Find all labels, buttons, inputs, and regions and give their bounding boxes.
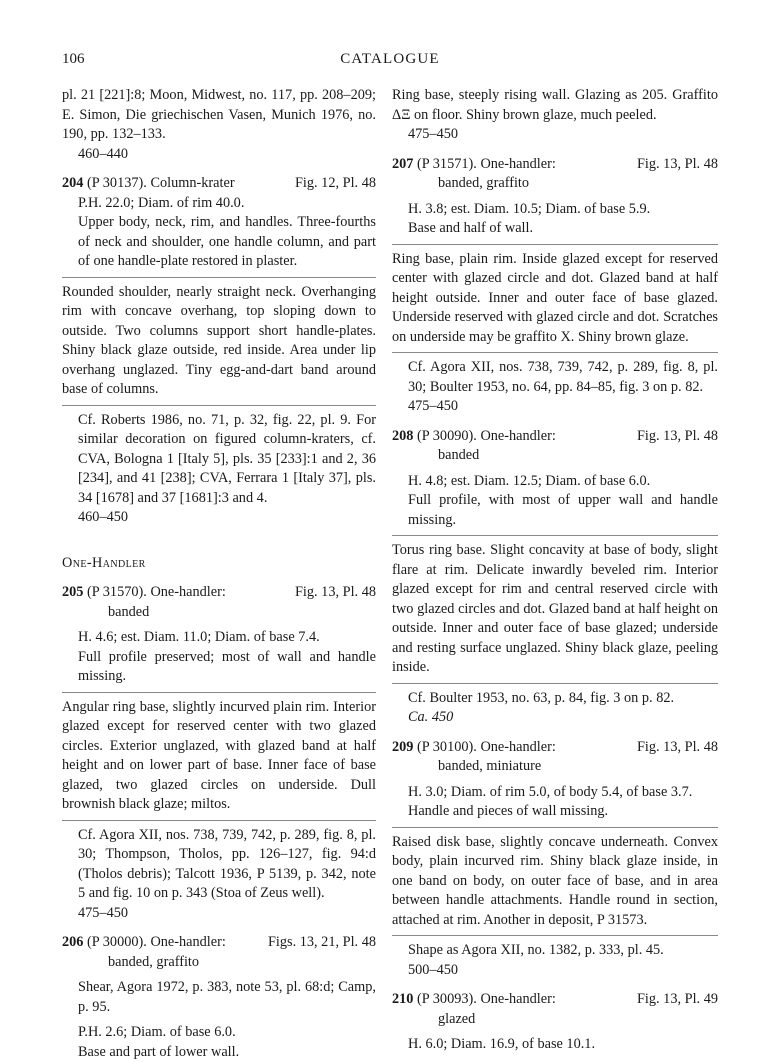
entry-number: 210 [392, 991, 413, 1007]
intro-references: pl. 21 [221]:8; Moon, Midwest, no. 117, pp. 208–209; E. Simon, Die griechischen Vasen, Munich 1976, no. 190, pp. 132–133. [62, 86, 376, 145]
running-header [62, 50, 718, 72]
dimensions: H. 3.0; Diam. of rim 5.0, of body 5.4, of base 3.7. [392, 783, 718, 803]
entry-subtitle: banded, graffito [392, 174, 718, 194]
intro-date: 460–440 [62, 145, 376, 165]
entry-subtitle: banded [392, 446, 718, 466]
description: Ring base, steeply rising wall. Glazing as 205. Graffito ΔΞ on floor. Shiny brown glaze, much peeled. [392, 86, 718, 125]
dimensions: H. 3.8; est. Diam. 10.5; Diam. of base 5.9. [392, 200, 718, 220]
entry-title: (P 30000). One-handler: [87, 934, 226, 950]
catalogue-entry-205 [62, 583, 376, 923]
dimensions: H. 4.6; est. Diam. 11.0; Diam. of base 7.4. [62, 628, 376, 648]
figure-reference: Fig. 13, Pl. 48 [287, 583, 376, 603]
divider [62, 692, 376, 693]
entry-heading [392, 738, 718, 758]
preservation: Full profile, with most of upper wall and handle missing. [392, 491, 718, 530]
dimensions: P.H. 2.6; Diam. of base 6.0. [62, 1023, 376, 1043]
divider [392, 352, 718, 353]
date-range: 500–450 [392, 961, 718, 981]
entry-subtitle: glazed [392, 1010, 718, 1030]
date-range: 475–450 [392, 125, 718, 145]
entry-subtitle: banded, graffito [62, 953, 376, 973]
preservation: Base and half of wall. [392, 219, 718, 239]
date-range: 460–450 [62, 508, 376, 528]
preservation: Full profile preserved; most of wall and handle missing. [62, 648, 376, 687]
bibliography: Cf. Agora XII, nos. 738, 739, 742, p. 289, fig. 8, pl. 30; Boulter 1953, no. 64, pp. 84–85, fig. 3 on p. 82. [392, 358, 718, 397]
catalogue-entry-206 [62, 933, 376, 1062]
bibliography: Shear, Agora 1972, p. 383, note 53, pl. 68:d; Camp, p. 95. [62, 978, 376, 1017]
preservation: Base and part of lower wall. [62, 1043, 376, 1062]
figure-reference: Fig. 13, Pl. 48 [629, 427, 718, 447]
entry-number: 204 [62, 175, 83, 191]
entry-title: (P 30137). Column-krater [87, 175, 235, 191]
divider [392, 827, 718, 828]
preservation: Upper body, neck, rim, and handles. Three-fourths of neck and shoulder, one handle column, and part of one handle-plate restored in plaster. [62, 213, 376, 272]
bibliography: Shape as Agora XII, no. 1382, p. 333, pl. 45. [392, 941, 718, 961]
date-range: 475–450 [392, 397, 718, 417]
dimensions: H. 4.8; est. Diam. 12.5; Diam. of base 6.0. [392, 472, 718, 492]
entry-title: (P 30093). One-handler: [417, 991, 556, 1007]
figure-reference: Fig. 13, Pl. 48 [629, 155, 718, 175]
entry-title: (P 30100). One-handler: [417, 739, 556, 755]
divider [392, 935, 718, 936]
entry-subtitle: banded [62, 603, 376, 623]
figure-reference: Fig. 13, Pl. 49 [629, 990, 718, 1010]
entry-heading [62, 174, 376, 194]
date-range: Ca. 450 [392, 708, 718, 728]
entry-number: 206 [62, 934, 83, 950]
figure-reference: Fig. 13, Pl. 48 [629, 738, 718, 758]
description: Angular ring base, slightly incurved plain rim. Interior glazed except for reserved center with two glazed circles. Exterior unglazed, with glazed band at half height and on lower part of base. Inner face of base glazed, two glazed circles on underside. Dull brownish black glaze; miltos. [62, 698, 376, 815]
section-heading: One-Handler [62, 554, 376, 574]
bibliography: Cf. Boulter 1953, no. 63, p. 84, fig. 3 on p. 82. [392, 689, 718, 709]
left-column [62, 86, 376, 1062]
entry-number: 205 [62, 584, 83, 600]
preservation: Handle and pieces of wall missing. [392, 802, 718, 822]
entry-number: 208 [392, 428, 413, 444]
divider [392, 244, 718, 245]
entry-title: (P 31571). One-handler: [417, 156, 556, 172]
divider [392, 535, 718, 536]
divider [62, 277, 376, 278]
catalogue-entry-204 [62, 174, 376, 528]
entry-number: 209 [392, 739, 413, 755]
entry-heading [392, 990, 718, 1010]
catalogue-entry-209 [392, 738, 718, 981]
bibliography: Cf. Agora XII, nos. 738, 739, 742, p. 289, fig. 8, pl. 30; Thompson, Tholos, pp. 126–127, fig. 94:d (Tholos debris); Talcott 1936, P 5139, p. 342, note 5 and fig. 10 on p. 343 (Stoa of Zeus well). [62, 826, 376, 904]
dimensions: P.H. 22.0; Diam. of rim 40.0. [62, 194, 376, 214]
divider [392, 683, 718, 684]
catalogue-entry-208 [392, 427, 718, 728]
figure-reference: Figs. 13, 21, Pl. 48 [260, 933, 376, 953]
dimensions: H. 6.0; Diam. 16.9, of base 10.1. [392, 1035, 718, 1055]
catalogue-entry-207 [392, 155, 718, 417]
entry-heading [62, 933, 376, 953]
bibliography: Cf. Roberts 1986, no. 71, p. 32, fig. 22, pl. 9. For similar decoration on figured column-kraters, cf. CVA, Bologna 1 [Italy 5], pls. 35 [233]:1 and 2, 36 [234], and 41 [238]; CVA, Ferrara 1 [Italy 37], pls. 34 [1678] and 37 [1681]:3 and 4. [62, 411, 376, 509]
date-range: 475–450 [62, 904, 376, 924]
divider [62, 820, 376, 821]
entry-heading [62, 583, 376, 603]
description: Raised disk base, slightly concave underneath. Convex body, plain incurved rim. Shiny black glaze inside, in one band on body, on outer face of base, and in area between handle attachments. Handle round in section, attached at rim. Another in deposit, P 31573. [392, 833, 718, 931]
entry-heading [392, 427, 718, 447]
entry-subtitle: banded, miniature [392, 757, 718, 777]
entry-number: 207 [392, 156, 413, 172]
description: Rounded shoulder, nearly straight neck. Overhanging rim with concave overhang, top sloping down to outside. Two columns support short handle-plates. Shiny black glaze outside, red inside. Area under lip overhang unglazed. Tiny egg-and-dart band around base of columns. [62, 283, 376, 400]
entry-heading [392, 155, 718, 175]
entry-title: (P 31570). One-handler: [87, 584, 226, 600]
description: Ring base, plain rim. Inside glazed except for reserved center with glazed circle and dot. Glazed band at half height outside. Inner and outer face of base glazed. Underside reserved with glazed circle and dot. Scratches on underside may be graffito X. Shiny brown glaze. [392, 250, 718, 348]
entry-title: (P 30090). One-handler: [417, 428, 556, 444]
figure-reference: Fig. 12, Pl. 48 [287, 174, 376, 194]
right-column [392, 86, 718, 1055]
divider [62, 405, 376, 406]
running-title: CATALOGUE [62, 50, 718, 70]
page-number: 106 [62, 50, 85, 70]
catalogue-entry-210 [392, 990, 718, 1055]
description: Torus ring base. Slight concavity at base of body, slight flare at rim. Delicate inwardly beveled rim. Interior glazed except for rim and central reserved circle with two glazed circles and dot. Glazed band at half height on outside. Inner and outer face of base glazed; underside and resting surface unglazed. Shiny black glaze, peeling inside. [392, 541, 718, 678]
